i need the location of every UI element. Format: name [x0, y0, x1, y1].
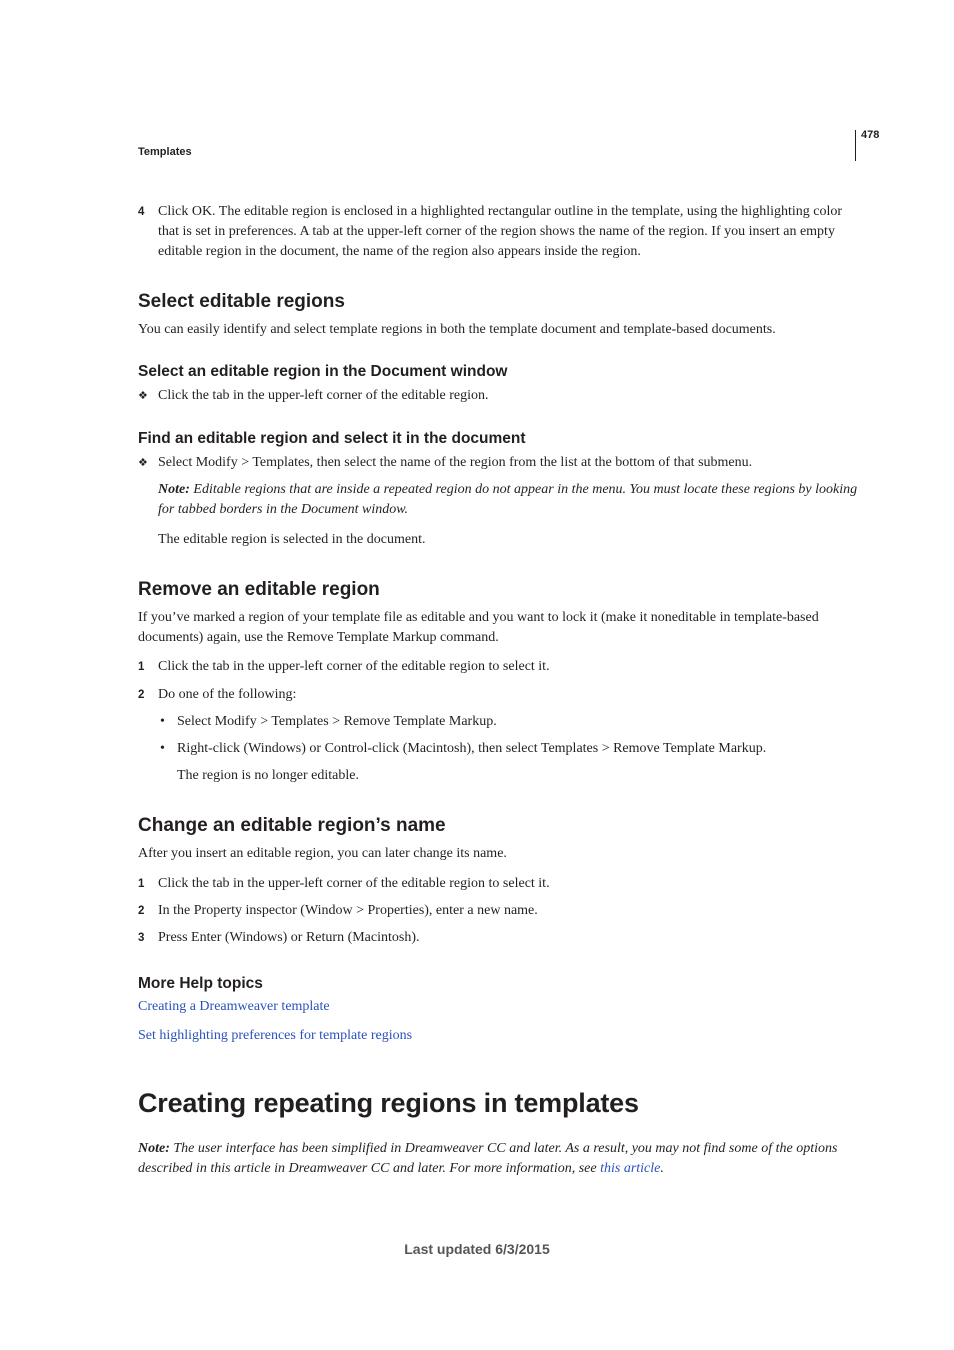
this-article-link[interactable]: this article [600, 1161, 661, 1176]
note-end: . [660, 1161, 664, 1176]
running-header: Templates [138, 146, 192, 158]
section-intro: You can easily identify and select template regions in both the template document and template-based documents. [138, 322, 776, 337]
note [158, 480, 858, 520]
header-rule [855, 130, 856, 161]
step-text: Click the tab in the upper-left corner of the editable region to select it. [158, 876, 550, 891]
step-number: 1 [138, 661, 145, 673]
step-number: 2 [138, 905, 145, 917]
section-intro: After you insert an editable region, you can later change its name. [138, 846, 507, 861]
note-text: Editable regions that are inside a repeated region do not appear in the menu. You must locate these regions by looking for tabbed borders in the Document window. [158, 482, 858, 517]
step-text: Do one of the following: [158, 687, 297, 702]
help-link-highlighting-preferences[interactable]: Set highlighting preferences for template regions [138, 1028, 413, 1043]
step-text: Click the tab in the upper-left corner of the editable region to select it. [158, 659, 550, 674]
step-number: 3 [138, 932, 145, 944]
step-number: 4 [138, 206, 145, 218]
step-text: In the Property inspector (Window > Properties), enter a new name. [158, 903, 538, 918]
bullet-text: Select Modify > Templates, then select the name of the region from the list at the bottom of that submenu. [158, 455, 753, 470]
bullet-text: Select Modify > Templates > Remove Template Markup. [177, 714, 497, 729]
note-text: The user interface has been simplified in Dreamweaver CC and later. As a result, you may not find some of the options described in this article in Dreamweaver CC and later. For more information, see [138, 1141, 838, 1176]
bullet-icon: • [160, 741, 165, 756]
section-heading: Select editable regions [138, 291, 345, 312]
note [138, 1139, 858, 1179]
bullet-text: Right-click (Windows) or Control-click (Macintosh), then select Templates > Remove Template Markup. [177, 741, 767, 756]
section-heading: Change an editable region’s name [138, 815, 446, 836]
step-number: 1 [138, 878, 145, 890]
more-help-heading: More Help topics [138, 975, 263, 992]
section-heading: Remove an editable region [138, 579, 380, 600]
note-label: Note: [158, 482, 190, 497]
result-text: The region is no longer editable. [177, 768, 359, 783]
diamond-bullet-icon: ❖ [138, 389, 148, 402]
subsection-heading: Find an editable region and select it in the document [138, 430, 526, 447]
page-title: Creating repeating regions in templates [138, 1088, 639, 1118]
help-link-creating-template[interactable]: Creating a Dreamweaver template [138, 999, 330, 1014]
bullet-text: Click the tab in the upper-left corner of the editable region. [158, 388, 489, 403]
diamond-bullet-icon: ❖ [138, 456, 148, 469]
subsection-heading: Select an editable region in the Document window [138, 363, 508, 380]
result-text: The editable region is selected in the document. [158, 532, 426, 547]
step-text: Click OK. The editable region is enclosed in a highlighted rectangular outline in the template, using the highlighting color that is set in preferences. A tab at the upper-left corner of the region shows the name of the region. If you insert an empty editable region in the document, the name of the region also appears inside the region. [158, 204, 843, 259]
page-number: 478 [861, 129, 880, 141]
step-number: 2 [138, 689, 145, 701]
footer-last-updated: Last updated 6/3/2015 [404, 1241, 550, 1257]
note-label: Note: [138, 1141, 170, 1156]
bullet-icon: • [160, 714, 165, 729]
step-text: Press Enter (Windows) or Return (Macintosh). [158, 930, 420, 945]
section-intro: If you’ve marked a region of your template file as editable and you want to lock it (make it noneditable in template-based documents) again, use the Remove Template Markup command. [138, 610, 819, 645]
